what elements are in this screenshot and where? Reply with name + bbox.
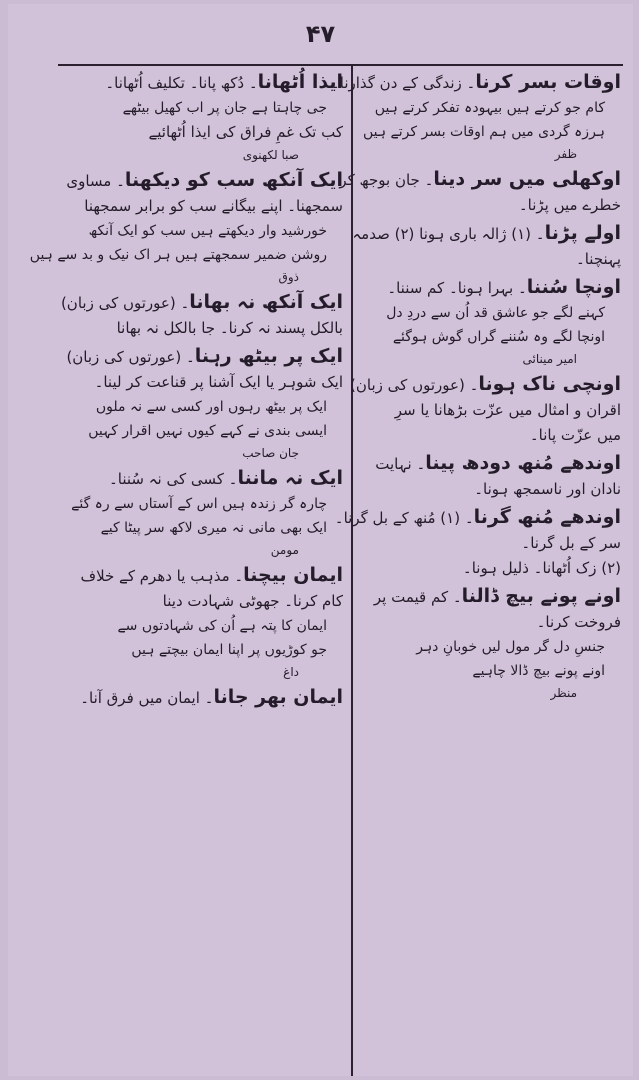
page-number: ۴۷ [305,20,336,48]
entry-headword: اونچی ناک ہونا [478,373,621,395]
entry-definition: ۔ نہایت [375,455,426,473]
entry-definition-line [358,584,621,610]
dictionary-entry [350,372,621,448]
right-column [330,70,621,1068]
definition-line: پہنچنا۔ [575,250,621,268]
poet-name: جان صاحب [242,446,299,460]
dictionary-entry [60,563,343,682]
poet-name: منظر [550,686,577,700]
entry-headword: اوندھے مُنھ گرنا [473,506,621,528]
definition-line: نادان اور ناسمجھ ہونا۔ [474,480,621,498]
verse-line: ایسی بندی نے کہے کیوں نہیں اقرار کہیں [88,423,327,439]
entry-definition: ۔ مذہب یا دھرم کے خلاف [80,567,244,585]
entry-headword: ایمان بھر جانا [213,686,343,708]
poet-name: ذوق [278,270,299,284]
dictionary-entry [352,221,621,272]
entry-definition-line [60,685,343,711]
verse-line: جنسِ دل گر مول لیں خوبانِ دہر [416,639,605,655]
column-divider [351,64,353,1076]
entry-definition-line [330,70,621,96]
definition-line: خطرے میں پڑنا۔ [518,196,621,214]
entry-headword: اونے پونے بیچ ڈالنا [461,585,621,607]
entry-definition: ۔ (عورتوں کی زبان) [60,294,190,312]
definition-line: (۲) زک اُٹھانا۔ ذلیل ہونا۔ [462,559,621,577]
entry-definition: ۔ (عورتوں کی زبان) [350,376,479,394]
poet-name: داغ [283,665,299,679]
definition-line: ایک شوہر یا ایک آشنا پر قناعت کر لینا۔ [94,373,343,391]
definition-line: میں عزّت پانا۔ [529,426,621,444]
verse-line: جی چاہتا ہے جان پر اب کھیل بیٹھے [122,100,327,116]
entry-definition-line [60,466,343,492]
poet-name: ظفر [554,147,577,161]
entry-headword: اولے پڑنا [544,222,621,244]
entry-headword: ایک نہ ماننا [237,467,343,489]
entry-headword: اونچا سُننا [526,276,621,298]
dictionary-entry [334,505,621,581]
verse-line: اونچا لگے وہ سُننے گراں گوش ہوگئے [392,329,605,345]
entry-definition: ۔ کسی کی نہ سُننا۔ [108,470,238,488]
dictionary-entry [358,451,621,502]
entry-definition: ۔ زندگی کے دن گذارنا۔ [330,74,476,92]
entry-definition: ۔ (۱) مُنھ کے بل گرنا۔ [334,509,474,527]
dictionary-entry [358,584,621,703]
entry-definition-line [358,451,621,477]
entry-headword: اوندھے مُنھ دودھ پینا [425,452,621,474]
entry-definition-line [334,505,621,531]
poet-name: امیر مینائی [522,352,577,366]
entry-headword: ایذا اُٹھانا [257,71,343,93]
definition-line: فروخت کرنا۔ [536,613,621,631]
entry-definition-line [60,70,343,96]
verse-line: ہرزہ گردی میں ہم اوقات بسر کرتے ہیں [363,124,605,140]
verse-line: اونے پونے بیچ ڈالا چاہیے [472,663,605,679]
dictionary-entry [60,466,343,560]
entry-definition: ۔ جان بوجھ کر [339,171,434,189]
verse-line: کام جو کرتے ہیں بیہودہ تفکر کرتے ہیں [374,100,605,116]
dictionary-entry [29,168,343,287]
definition-line: کام کرنا۔ جھوٹی شہادت دینا [162,592,343,610]
entry-definition: ۔ (۱) ژالہ باری ہونا (۲) صدمہ [352,225,545,243]
entry-definition-line [60,168,343,194]
entry-definition-line [60,563,343,589]
entry-definition: ۔ دُکھ پانا۔ تکلیف اُٹھانا۔ [105,74,258,92]
verse-line: روشن ضمیر سمجھتے ہیں ہر اک نیک و بد سے ہیں [29,247,327,263]
entry-headword: ایک آنکھ نہ بھانا [189,291,343,313]
verse-line: ایمان کا پتہ ہے اُن کی شہادتوں سے [117,618,327,634]
verse-line: ایک پر بیٹھ رہوں اور کسی سے نہ ملوں [95,399,327,415]
entry-definition: ۔ ایمان میں فرق آنا۔ [80,689,214,707]
dictionary-entry [60,344,343,463]
dictionary-entry [60,685,343,711]
definition-line: بالکل پسند نہ کرنا۔ جا بالکل نہ بھانا [116,319,343,337]
dictionary-entry [330,70,621,164]
definition-line: کب تک غمِ فراق کی ایذا اُٹھائیے [148,123,343,141]
poet-name: صبا لکھنوی [242,148,299,162]
verse-line: کہنے لگے جو عاشق قد اُن سے دردِ دل [386,305,605,321]
verse-line: خورشید وار دیکھتے ہیں سب کو ایک آنکھ [88,223,327,239]
definition-line: سمجھنا۔ اپنے بیگانے سب کو برابر سمجھنا [84,197,343,215]
entry-headword: ایک پر بیٹھ رہنا [194,345,343,367]
entry-headword: ایمان بیچنا [243,564,343,586]
entry-headword: ایک آنکھ سب کو دیکھنا [124,169,343,191]
dictionary-entry [60,70,343,165]
entry-definition-line [60,290,343,316]
entry-definition-line [352,221,621,247]
dictionary-entry [339,167,621,218]
entry-definition: ۔ بہرا ہونا۔ کم سننا۔ [387,279,527,297]
verse-line: چارہ گر زندہ ہیں اس کے آستاں سے رہ گئے [71,496,327,512]
entry-definition-line [350,372,621,398]
left-column [29,70,343,1068]
verse-line: ایک بھی مانی نہ میری لاکھ سر پیٹا کیے [100,520,327,536]
entry-definition: ۔ (عورتوں کی زبان) [66,348,195,366]
header-rule [58,64,623,66]
entry-definition-line [339,167,621,193]
definition-line: اقران و امثال میں عزّت بڑھانا یا سرِ [394,401,621,419]
dictionary-entry [358,275,621,369]
book-page [8,4,633,1076]
entry-headword: اوکھلی میں سر دینا [433,168,621,190]
entry-headword: اوقات بسر کرنا [475,71,621,93]
verse-line: جو کوڑیوں پر اپنا ایمان بیچتے ہیں [131,642,327,658]
entry-definition: ۔ کم قیمت پر [373,588,462,606]
dictionary-entry [60,290,343,341]
poet-name: مومن [270,543,299,557]
entry-definition-line [358,275,621,301]
entry-definition-line [60,344,343,370]
definition-line: سر کے بل گرنا۔ [521,534,621,552]
entry-definition: ۔ مساوی [66,172,125,190]
